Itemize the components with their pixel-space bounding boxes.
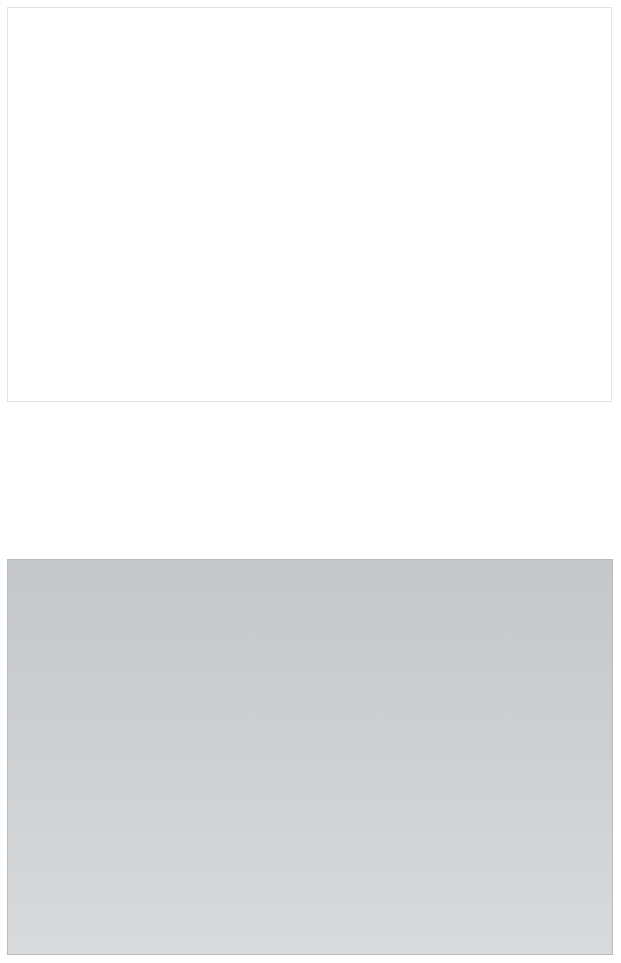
figure-production-cost-chart (7, 7, 612, 402)
chart-plot-area (41, 58, 421, 378)
figure-qdoled-structure-diagram (7, 559, 613, 955)
